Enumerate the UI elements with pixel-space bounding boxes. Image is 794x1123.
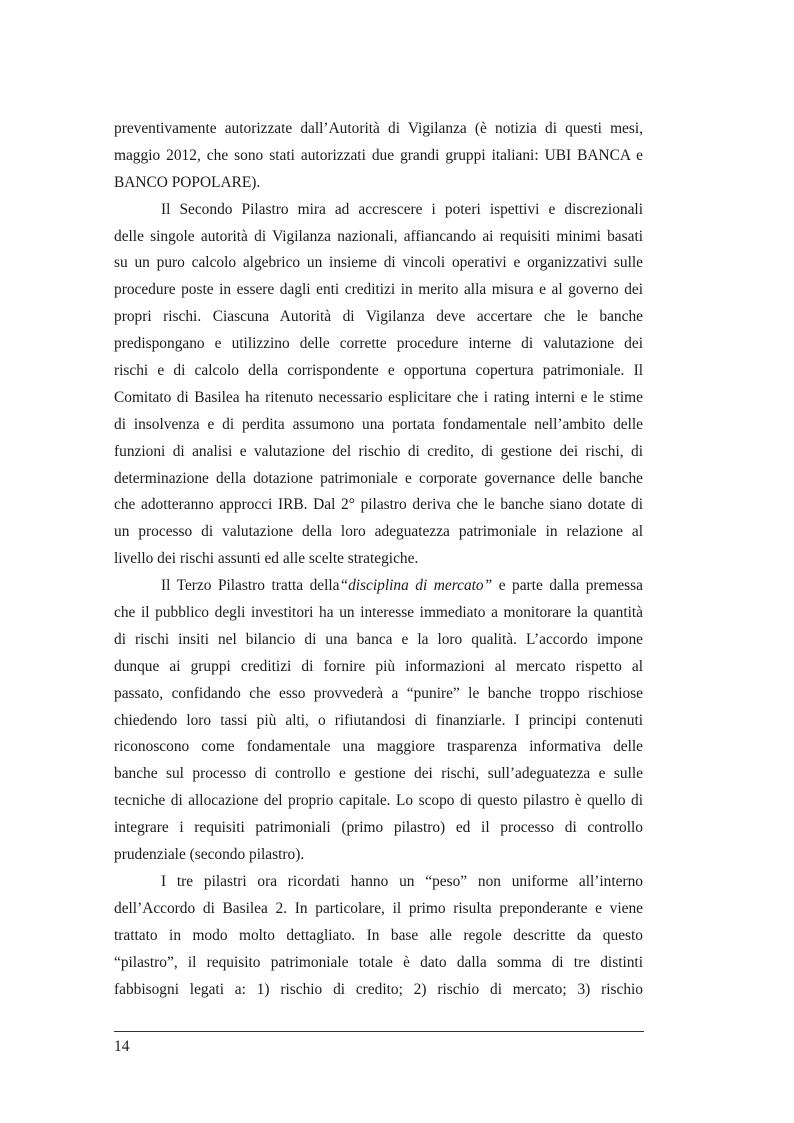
text-line: “pilastro”, il requisito patrimoniale totale è dato dalla somma di tre distinti bbox=[114, 953, 643, 971]
text-line: che il pubblico degli investitori ha un interesse immediato a monitorare la quantità bbox=[114, 604, 643, 622]
text-line: un processo di valutazione della loro adeguatezza patrimoniale in relazione al bbox=[114, 523, 643, 541]
page-number: 14 bbox=[114, 1038, 130, 1055]
text-run: Il Terzo Pilastro tratta della bbox=[161, 577, 340, 595]
paragraph bbox=[114, 869, 643, 1003]
paragraph bbox=[114, 116, 643, 197]
emphasis-text: “disciplina di mercato” bbox=[339, 577, 493, 595]
text-line: funzioni di analisi e valutazione del rischio di credito, di gestione dei rischi, di bbox=[114, 442, 643, 460]
text-line: maggio 2012, che sono stati autorizzati due grandi gruppi italiani: UBI BANCA e bbox=[114, 146, 643, 164]
text-line: Comitato di Basilea ha ritenuto necessario esplicitare che i rating interni e le stime bbox=[114, 388, 643, 406]
text-line: propri rischi. Ciascuna Autorità di Vigilanza deve accertare che le banche bbox=[114, 308, 643, 326]
text-line: procedure poste in essere dagli enti creditizi in merito alla misura e al governo dei bbox=[114, 281, 643, 299]
text-line: su un puro calcolo algebrico un insieme di vincoli operativi e organizzativi sulle bbox=[114, 254, 643, 272]
text-line: tecniche di allocazione del proprio capitale. Lo scopo di questo pilastro è quello di bbox=[114, 792, 643, 810]
text-line: dell’Accordo di Basilea 2. In particolare, il primo risulta preponderante e viene bbox=[114, 899, 643, 917]
text-line: predispongano e utilizzino delle corrette procedure interne di valutazione dei bbox=[114, 335, 643, 353]
text-line: trattato in modo molto dettagliato. In base alle regole descritte da questo bbox=[114, 926, 643, 944]
text-line: delle singole autorità di Vigilanza nazionali, affiancando ai requisiti minimi basati bbox=[114, 227, 643, 245]
paragraph bbox=[114, 197, 643, 573]
text-line: livello dei rischi assunti ed alle scelte strategiche. bbox=[114, 550, 419, 568]
text-line: di insolvenza e di perdita assumono una portata fondamentale nell’ambito delle bbox=[114, 415, 643, 433]
text-line: BANCO POPOLARE). bbox=[114, 173, 261, 191]
text-line: che adotteranno approcci IRB. Dal 2° pilastro deriva che le banche siano dotate di bbox=[114, 496, 643, 514]
text-line: banche sul processo di controllo e gestione dei rischi, sull’adeguatezza e sulle bbox=[114, 765, 643, 783]
text-line: di rischi insiti nel bilancio di una banca e la loro qualità. L’accordo impone bbox=[114, 630, 643, 648]
body-text bbox=[114, 116, 643, 1003]
text-line: integrare i requisiti patrimoniali (primo pilastro) ed il processo di controllo bbox=[114, 819, 643, 837]
text-line: rischi e di calcolo della corrispondente e opportuna copertura patrimoniale. Il bbox=[114, 362, 643, 380]
text-line: chiedendo loro tassi più alti, o rifiutandosi di finanziarle. I principi contenuti bbox=[114, 711, 643, 729]
text-line: passato, confidando che esso provvederà a “punire” le banche troppo rischiose bbox=[114, 684, 643, 702]
text-line: fabbisogni legati a: 1) rischio di credito; 2) rischio di mercato; 3) rischio bbox=[114, 980, 643, 998]
text-line: I tre pilastri ora ricordati hanno un “peso” non uniforme all’interno bbox=[161, 872, 643, 890]
text-line: Il Secondo Pilastro mira ad accrescere i poteri ispettivi e discrezionali bbox=[161, 200, 643, 218]
text-line bbox=[114, 573, 643, 600]
text-line: determinazione della dotazione patrimoniale e corporate governance delle banche bbox=[114, 469, 643, 487]
paragraph bbox=[114, 573, 643, 869]
text-line: riconoscono come fondamentale una maggiore trasparenza informativa delle bbox=[114, 738, 643, 756]
footer-divider bbox=[114, 1031, 644, 1032]
text-line: dunque ai gruppi creditizi di fornire più informazioni al mercato rispetto al bbox=[114, 657, 643, 675]
text-run: e parte dalla premessa bbox=[492, 577, 643, 595]
text-line: prudenziale (secondo pilastro). bbox=[114, 846, 305, 864]
text-line: preventivamente autorizzate dall’Autorità di Vigilanza (è notizia di questi mesi, bbox=[114, 120, 643, 137]
